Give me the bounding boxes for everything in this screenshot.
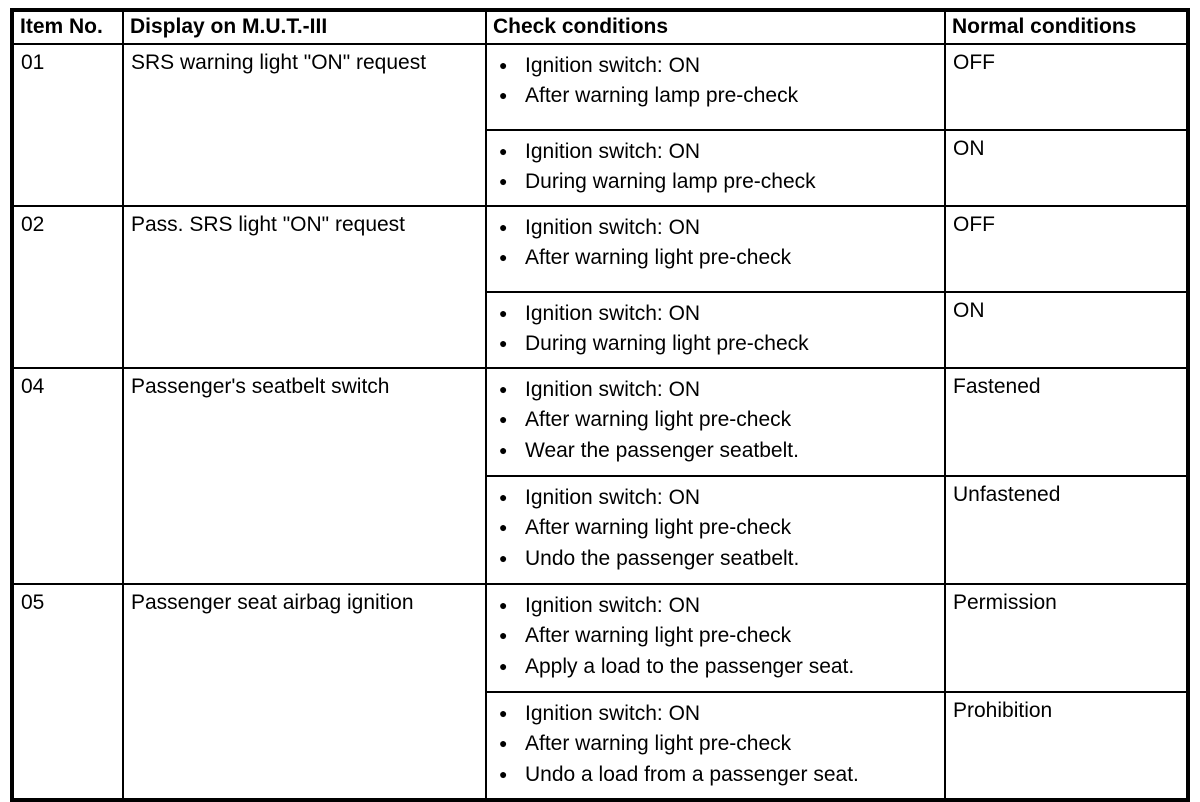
bullet-icon: ●: [499, 627, 508, 644]
check-condition-line: [499, 213, 938, 243]
check-conditions-cell: [486, 130, 945, 206]
bullet-icon: ●: [499, 305, 508, 321]
check-condition-text: Ignition switch: ON: [525, 302, 701, 325]
check-conditions-cell: [486, 368, 945, 476]
check-condition-line: [499, 699, 938, 729]
check-condition-text: Ignition switch: ON: [525, 378, 701, 401]
check-conditions-cell: [486, 206, 945, 292]
check-condition-line: [499, 405, 938, 435]
check-condition-line: [499, 652, 938, 682]
mut-data-list-table: [10, 8, 1190, 802]
bullet-icon: ●: [499, 87, 508, 104]
bullet-icon: ●: [499, 411, 508, 428]
display-cell: Passenger's seatbelt switch: [123, 368, 486, 584]
display-cell: Passenger seat airbag ignition: [123, 584, 486, 800]
check-condition-line: [499, 760, 938, 790]
normal-condition-cell: Unfastened: [945, 476, 1188, 584]
check-condition-line: [499, 729, 938, 759]
check-condition-text: Ignition switch: ON: [525, 594, 701, 617]
check-condition-line: [499, 436, 938, 466]
header-display: Display on M.U.T.-III: [123, 10, 486, 44]
bullet-icon: ●: [499, 381, 508, 397]
table-body: [12, 44, 1188, 800]
normal-condition-cell: ON: [945, 292, 1188, 368]
check-condition-line: [499, 375, 938, 405]
bullet-icon: ●: [499, 765, 508, 782]
check-conditions-cell: [486, 692, 945, 800]
header-item-no: Item No.: [12, 10, 123, 44]
check-condition-line: [499, 299, 938, 329]
item-no-cell: 02: [12, 206, 123, 368]
check-condition-line: [499, 513, 938, 543]
check-condition-text: After warning light pre-check: [525, 732, 792, 756]
check-condition-text: After warning light pre-check: [525, 516, 792, 540]
normal-condition-cell: OFF: [945, 206, 1188, 292]
check-condition-text: Ignition switch: ON: [525, 140, 701, 163]
normal-condition-cell: Prohibition: [945, 692, 1188, 800]
header-normal-conditions: Normal conditions: [945, 10, 1188, 44]
bullet-icon: ●: [499, 489, 508, 505]
bullet-icon: ●: [499, 441, 508, 458]
check-condition-text: Ignition switch: ON: [525, 486, 701, 509]
check-condition-line: [499, 591, 938, 621]
normal-condition-cell: ON: [945, 130, 1188, 206]
bullet-icon: ●: [499, 657, 508, 674]
display-cell: SRS warning light "ON" request: [123, 44, 486, 206]
check-condition-text: Undo a load from a passenger seat.: [525, 762, 859, 786]
check-condition-line: [499, 329, 938, 359]
bullet-icon: ●: [499, 335, 508, 352]
normal-condition-cell: OFF: [945, 44, 1188, 130]
header-check-conditions: Check conditions: [486, 10, 945, 44]
condition-row: [12, 206, 1188, 292]
normal-condition-cell: Permission: [945, 584, 1188, 692]
check-condition-line: [499, 483, 938, 513]
check-condition-line: [499, 243, 938, 273]
bullet-icon: ●: [499, 173, 508, 190]
bullet-icon: ●: [499, 705, 508, 721]
bullet-icon: ●: [499, 735, 508, 752]
condition-row: [12, 584, 1188, 692]
check-conditions-cell: [486, 584, 945, 692]
item-no-cell: 05: [12, 584, 123, 800]
check-condition-text: Undo the passenger seatbelt.: [525, 546, 800, 570]
display-cell: Pass. SRS light "ON" request: [123, 206, 486, 368]
check-condition-text: After warning lamp pre-check: [525, 84, 799, 108]
check-condition-text: After warning light pre-check: [525, 246, 792, 270]
check-conditions-cell: [486, 476, 945, 584]
check-condition-line: [499, 137, 938, 167]
item-no-cell: 04: [12, 368, 123, 584]
bullet-icon: ●: [499, 549, 508, 566]
check-condition-text: During warning light pre-check: [525, 332, 809, 356]
bullet-icon: ●: [499, 219, 508, 235]
check-condition-text: Wear the passenger seatbelt.: [525, 438, 799, 462]
check-condition-text: Ignition switch: ON: [525, 216, 701, 239]
bullet-icon: ●: [499, 249, 508, 266]
check-condition-line: [499, 544, 938, 574]
check-condition-text: Apply a load to the passenger seat.: [525, 654, 855, 678]
bullet-icon: ●: [499, 143, 508, 159]
item-no-cell: 01: [12, 44, 123, 206]
check-condition-text: Ignition switch: ON: [525, 54, 701, 77]
check-condition-text: After warning light pre-check: [525, 408, 792, 432]
check-condition-text: After warning light pre-check: [525, 624, 792, 648]
bullet-icon: ●: [499, 519, 508, 536]
check-condition-line: [499, 81, 938, 111]
check-condition-line: [499, 51, 938, 81]
check-condition-text: During warning lamp pre-check: [525, 170, 816, 194]
check-condition-text: Ignition switch: ON: [525, 702, 701, 725]
check-conditions-cell: [486, 292, 945, 368]
bullet-icon: ●: [499, 597, 508, 613]
header-row: [12, 10, 1188, 44]
check-condition-line: [499, 621, 938, 651]
normal-condition-cell: Fastened: [945, 368, 1188, 476]
bullet-icon: ●: [499, 57, 508, 73]
condition-row: [12, 368, 1188, 476]
check-condition-line: [499, 167, 938, 197]
check-conditions-cell: [486, 44, 945, 130]
condition-row: [12, 44, 1188, 130]
